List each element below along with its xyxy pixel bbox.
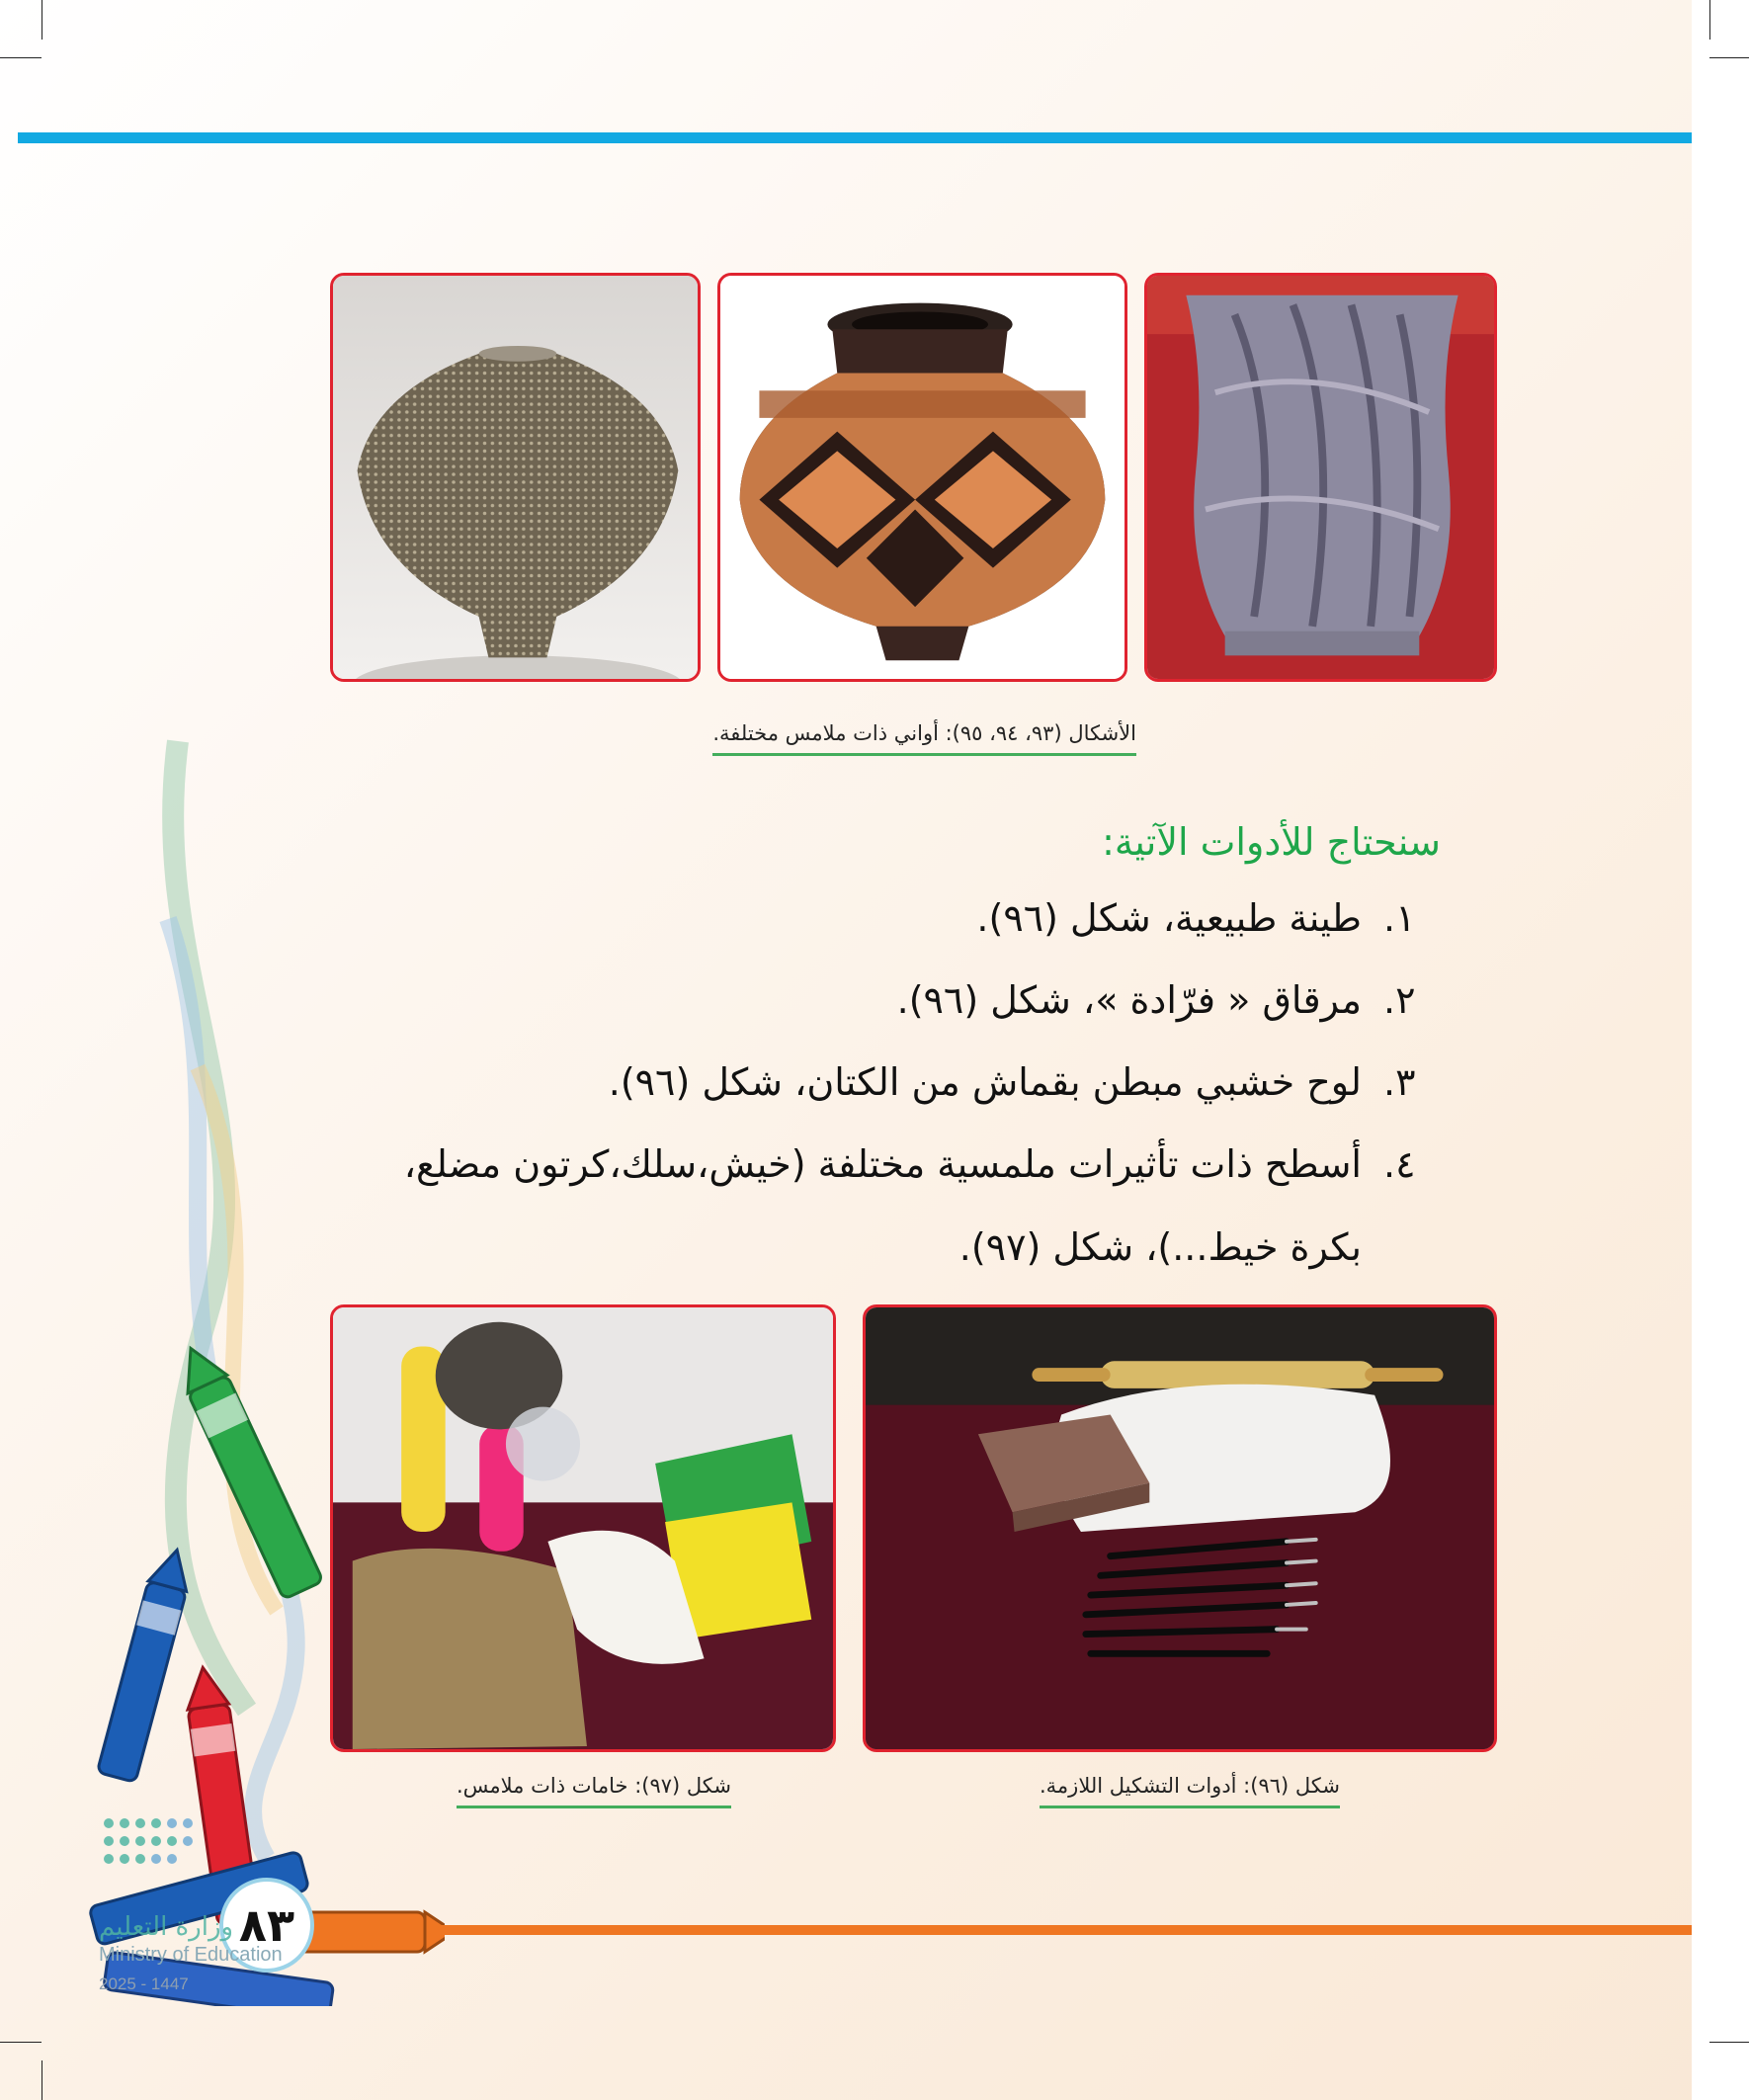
list-item-number: ١. [1383,896,1416,940]
bottom-rule [435,1925,1692,1935]
crop-mark [1709,57,1749,58]
page-edge-strip [1692,0,1749,2100]
list-item-text: أسطح ذات تأثيرات ملمسية مختلفة (خيش،سلك،كرتون مضلع، [403,1142,1362,1186]
list-item-number: ٣. [1383,1060,1416,1104]
list-item [609,1060,1443,1104]
list-item-text: مرقاق « فرّادة »، شكل (٩٦). [896,978,1362,1022]
photo-pot-geometric-orange [717,273,1127,682]
crop-mark [0,2042,42,2043]
photo-pot-textured-round [330,273,701,682]
list-item-continuation [959,1225,1362,1269]
list-item [404,1142,1443,1186]
caption-figure-96: شكل (٩٦): أدوات التشكيل اللازمة. [1040,1774,1340,1808]
tools-heading: سنحتاج للأدوات الآتية: [1102,820,1441,864]
crop-mark [1709,2042,1749,2043]
list-item-text: بكرة خيط...)، شكل (٩٧). [958,1225,1362,1269]
photo-textured-materials [330,1304,836,1752]
list-item-text: لوح خشبي مبطن بقماش من الكتان، شكل (٩٦). [608,1060,1362,1104]
list-item [976,896,1443,940]
edition-year: 2025 - 1447 [99,1974,189,1993]
list-item [897,978,1443,1022]
list-item-number: ٢. [1383,978,1416,1022]
list-item-number: ٤. [1383,1142,1416,1186]
list-item-text: طينة طبيعية، شكل (٩٦). [976,896,1362,940]
page-number: ٨٣ [219,1878,314,1973]
photo-pot-carved-leaves [1144,273,1497,682]
ministry-name-arabic: وزارة التعليم [99,1912,234,1942]
crop-mark [1709,0,1710,40]
photo-shaping-tools [863,1304,1497,1752]
caption-figure-97: شكل (٩٧): خامات ذات ملامس. [457,1774,731,1808]
caption-figures-93-95: الأشكال (٩٣، ٩٤، ٩٥): أواني ذات ملامس مختلفة. [712,721,1136,756]
ministry-name-english: Ministry of Education [99,1944,283,1966]
top-rule [18,132,1692,143]
crop-mark [0,57,42,58]
